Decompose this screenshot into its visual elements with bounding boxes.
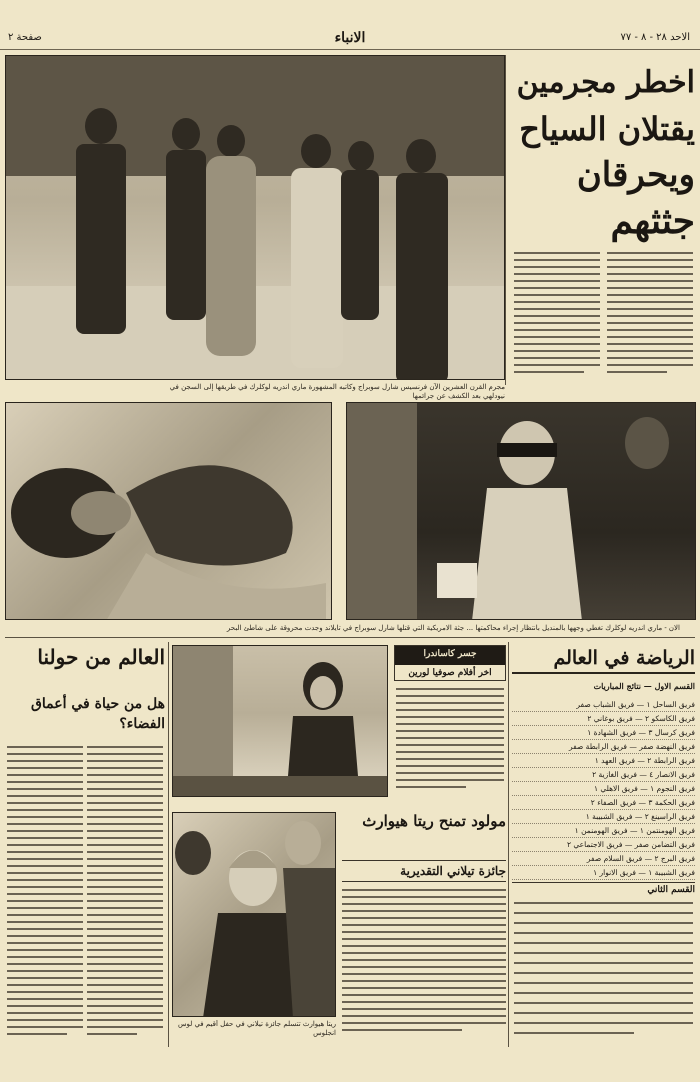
section-divider — [5, 637, 695, 638]
headline-line-2: يقتلان السياح — [519, 110, 695, 148]
sports-results-list — [512, 698, 695, 880]
space-column-rule — [168, 642, 169, 1047]
masthead — [0, 0, 700, 50]
lead-article-text-lines — [512, 250, 695, 380]
sports-result-row: فريق التضامن صفر — فريق الاجتماعي ٢ — [512, 838, 695, 852]
film-tag-title: جسر كاساندرا — [395, 646, 505, 665]
sports-result-row: فريق الساحل ١ — فريق الشباب صفر — [512, 698, 695, 712]
sports-result-row: فريق النهضة صفر — فريق الرابطة صفر — [512, 740, 695, 754]
sports-result-row: فريق الانصار ٤ — فريق الغازية ٢ — [512, 768, 695, 782]
photo-rita-hayworth — [172, 812, 336, 1017]
lead-column-rule — [505, 55, 506, 385]
sports-result-row: فريق الكاسكو ٢ — فريق بوغاني ٢ — [512, 712, 695, 726]
sports-column-rule — [508, 642, 509, 1047]
headline-line-4: جثثهم — [610, 200, 695, 242]
photo-sophia-loren — [172, 645, 388, 797]
film-article-text-lines — [394, 686, 506, 798]
sports-result-row: فريق الرابطة ٢ — فريق العهد ١ — [512, 754, 695, 768]
hayworth-photo-caption: ريتا هيوارث تتسلم جائزة تيلاني في حفل أقيم في لوس انجلوس — [177, 1020, 336, 1037]
sports-result-row: فريق النجوم ١ — فريق الاهلي ١ — [512, 782, 695, 796]
sports-section-title: الرياضة في العالم — [512, 644, 695, 674]
film-tag-label: اخر أفلام صوفيا لورين — [408, 668, 492, 678]
lead-article-body — [512, 250, 695, 380]
space-section-title: العالم من حولنا — [37, 645, 165, 669]
newspaper-name: الانباء — [334, 30, 366, 46]
lead-headline — [512, 60, 695, 245]
sports-result-row: فريق الهومنتمن ١ — فريق الهومنمن ١ — [512, 824, 695, 838]
hayworth-headline: مولود تمنح ريتا هيوارث — [362, 812, 506, 830]
victim-photo-shapes — [6, 403, 332, 620]
sports-second-division-label: القسم الثاني — [512, 882, 695, 897]
sports-subtitle: القسم الاول — نتائج المباريات — [593, 681, 695, 691]
photo-victim-body — [5, 402, 332, 620]
sports-result-row: فريق الشبيبة ١ — فريق الانوار ١ — [512, 866, 695, 880]
sports-result-row: فريق الحكمة ٣ — فريق الصفاء ٢ — [512, 796, 695, 810]
space-section — [5, 642, 165, 1052]
headline-line-1: اخطر مجرمين — [516, 65, 695, 100]
film-tag-box — [394, 645, 506, 681]
space-section-subhead: هل من حياة في أعماق الفضاء؟ — [31, 696, 165, 732]
sports-extra-text-lines — [512, 900, 695, 1050]
lead-photo-criminals — [5, 55, 505, 380]
issue-date: الاحد ٢٨ - ٨ - ٧٧ — [620, 32, 690, 43]
headline-line-3: ويحرقان — [576, 155, 695, 195]
hollywood-section — [340, 805, 508, 1050]
sports-section — [512, 642, 695, 1052]
lead-photo-figures — [6, 56, 505, 380]
leclerc-photo-shapes — [347, 403, 696, 620]
middle-photos-caption: الان - ماري اندريه لوكلرك تغطي وجهها بالمنديل بانتظار إجراء محاكمتها ... جثة الامريكية التي قتلها شارل سوبراج في تايلاند وجدت محروقة على شاطئ البحر — [226, 624, 680, 632]
loren-photo-shapes — [173, 646, 388, 797]
sports-result-row: فريق البرج ٢ — فريق السلام صفر — [512, 852, 695, 866]
hayworth-photo-shapes — [173, 813, 336, 1017]
sports-result-row: فريق كرسال ٣ — فريق الشهادة ١ — [512, 726, 695, 740]
hayworth-subhead: جائزة تيلاني التقديرية — [342, 860, 506, 882]
sports-result-row: فريق الراسينغ ٢ — فريق الشبيبة ١ — [512, 810, 695, 824]
photo-leclerc-handkerchief — [346, 402, 696, 620]
page-number: صفحة ٢ — [8, 32, 42, 43]
hollywood-article-text-lines — [340, 887, 508, 1047]
space-article-text-lines — [5, 742, 165, 1047]
lead-photo-caption: مجرم القرن العشرين الآن فرنسيس شارل سوبراج وكاتبه المشهورة ماري اندريه لوكلرك في طريقها إلى السجن في نيودلهي بعد الكشف عن جرائمها — [169, 383, 505, 400]
